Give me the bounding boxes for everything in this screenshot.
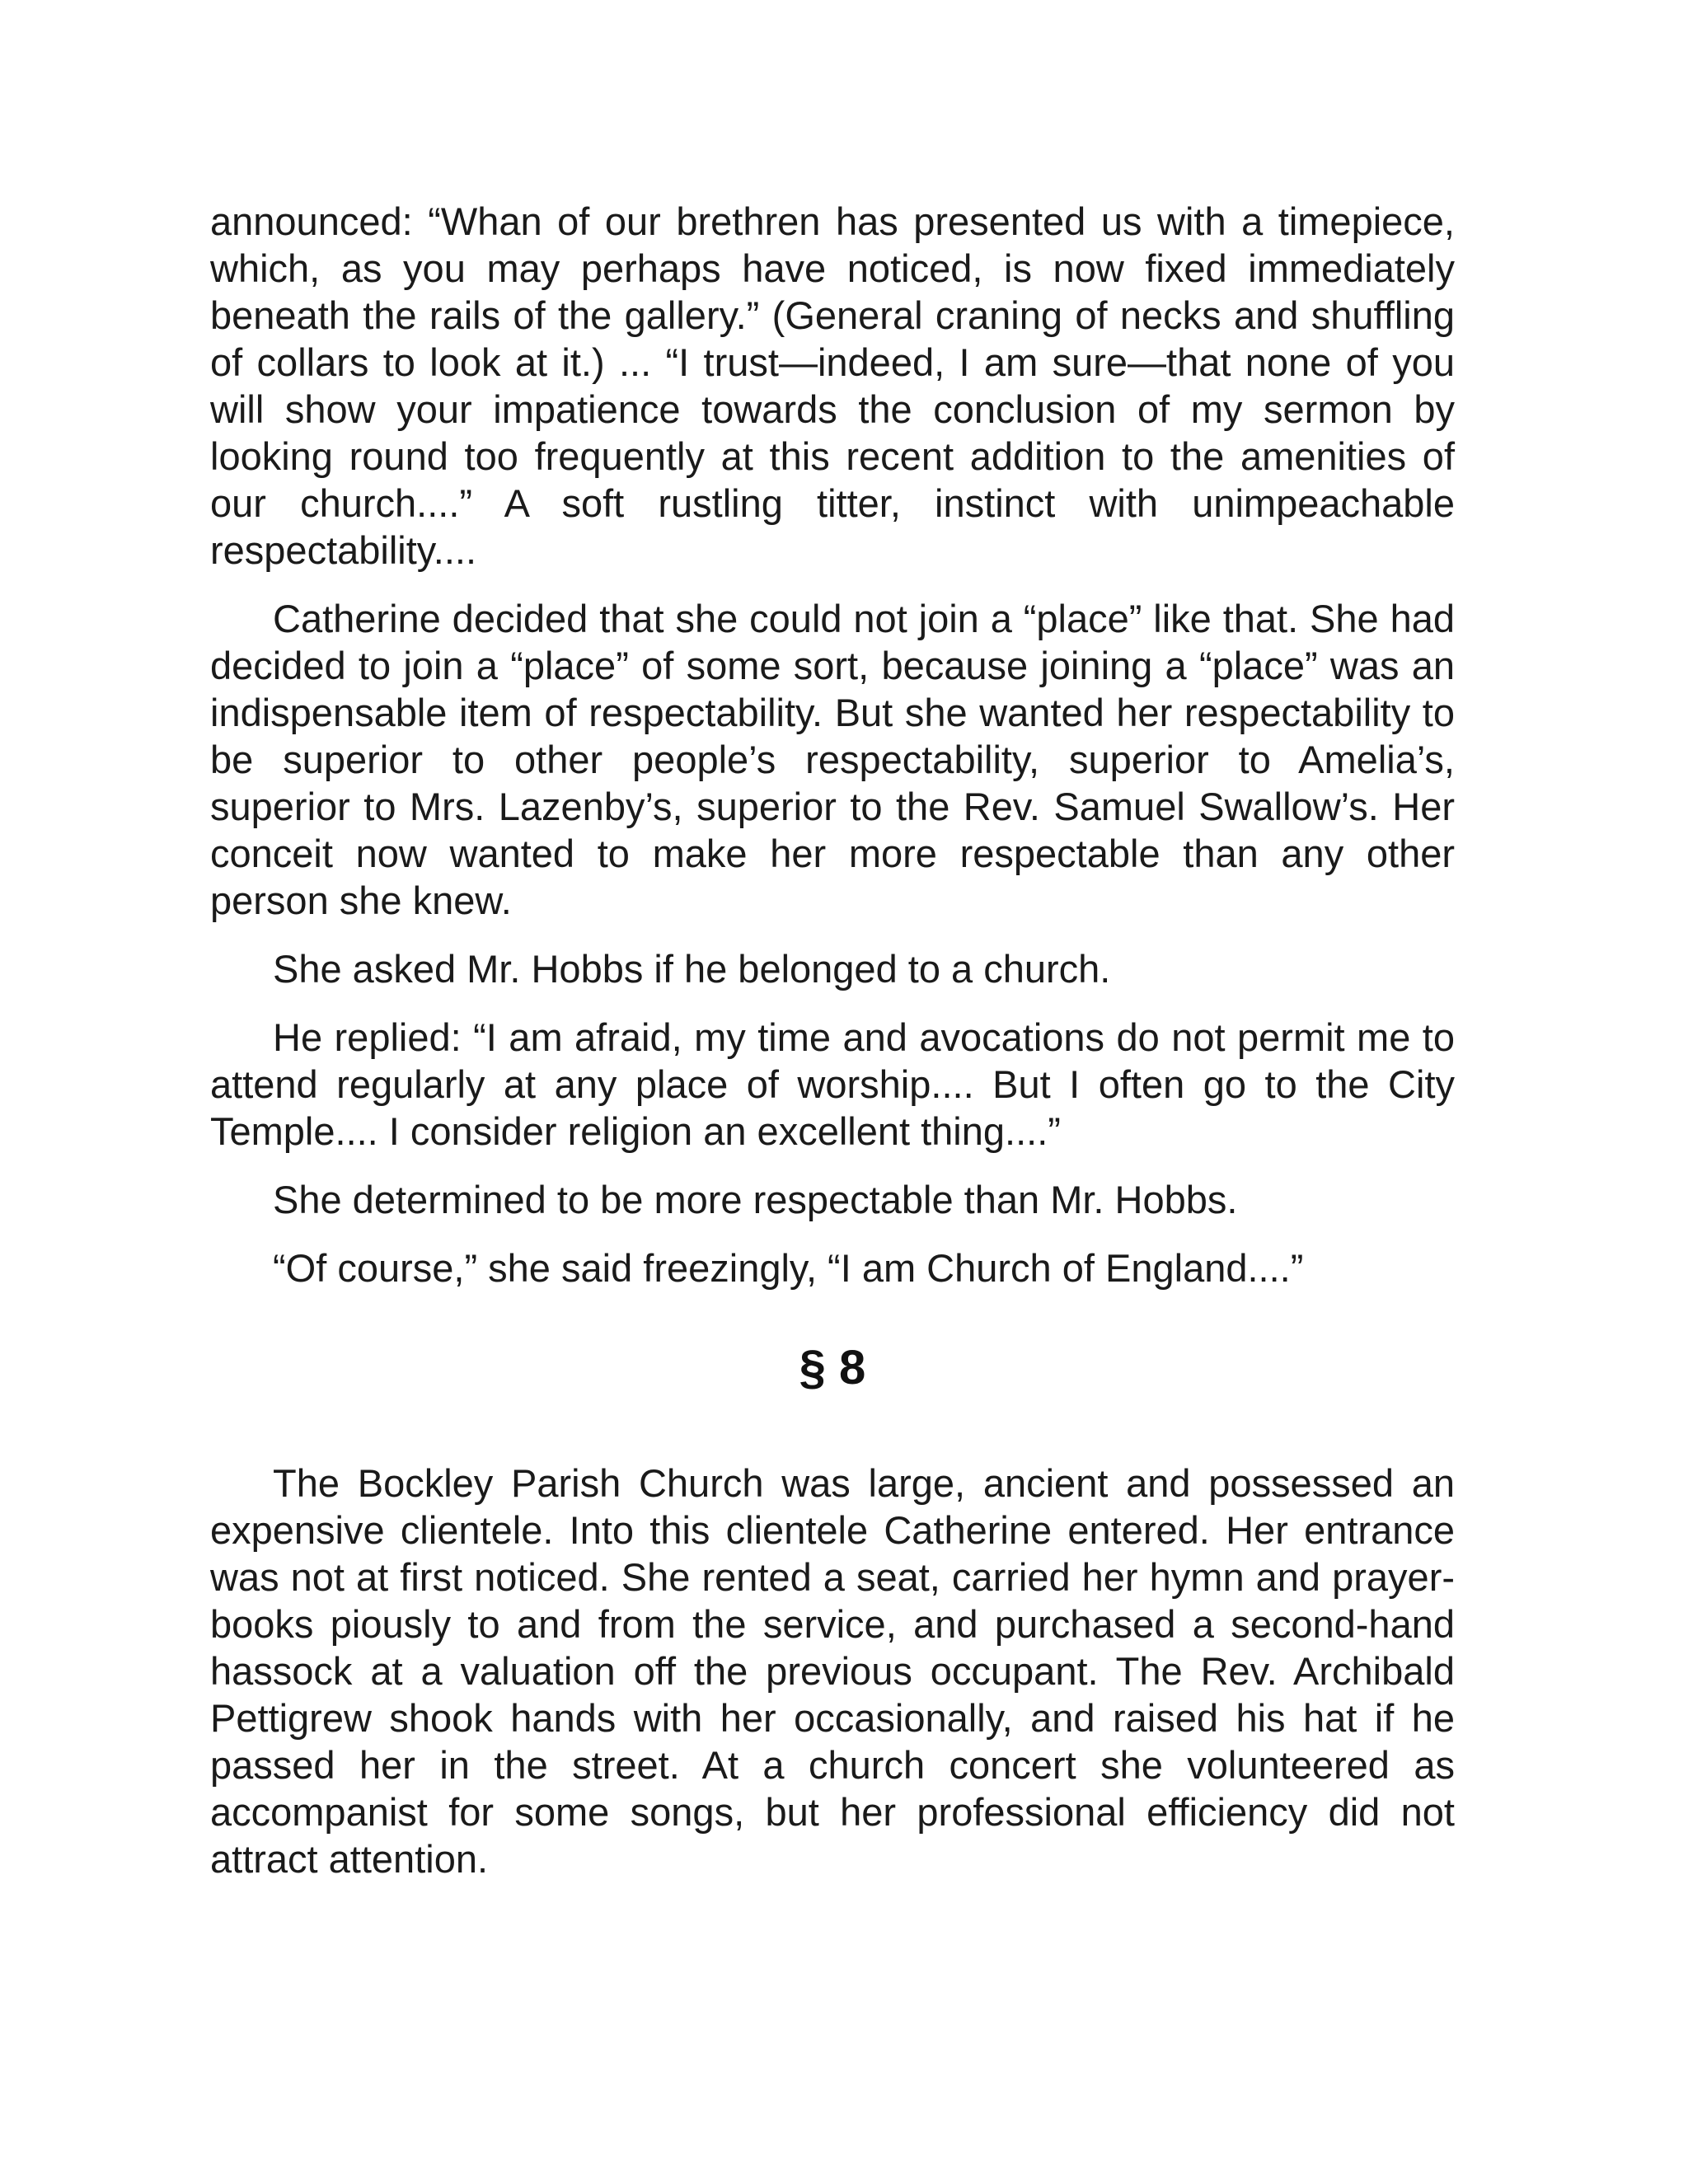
paragraph-asked-hobbs: She asked Mr. Hobbs if he belonged to a church.: [273, 947, 1111, 991]
section-heading: § 8: [799, 1341, 866, 1394]
paragraph-church-of-england: “Of course,” she said freezingly, “I am Church of England....”: [273, 1246, 1304, 1290]
paragraph-bockley-parish: The Bockley Parish Church was large, ancient and possessed an expensive clientele. Into this clientele Catherine entered. Her entrance was not at first noticed. She rented a seat, carried her hymn and prayer-books piously to and from the service, and purchased a second-hand hassock at a valuation off the previous occupant. The Rev. Archibald Pettigrew shook hands with her occasionally, and raised his hat if he passed her in the street. At a church concert she volunteered as accompanist for some songs, but her professional efficiency did not attract attention.: [210, 1461, 1455, 1881]
paragraph-determined: She determined to be more respectable than Mr. Hobbs.: [273, 1178, 1238, 1221]
paragraph-continuation: announced: “Whan of our brethren has presented us with a timepiece, which, as you may perhaps have noticed, is now fixed immediately beneath the rails of the gallery.” (General craning of necks and shuffling of collars to look at it.) ... “I trust—indeed, I am sure—that none of you will show your impatience towards the conclusion of my sermon by looking round too frequently at this recent addition to the amenities of our church....” A soft rustling titter, instinct with unimpeachable respectability....: [210, 199, 1455, 572]
paragraph-hobbs-reply: He replied: “I am afraid, my time and avocations do not permit me to attend regularly at any place of worship.... But I often go to the City Temple.... I consider religion an excellent thing....”: [210, 1015, 1455, 1153]
book-page: [210, 198, 1455, 1904]
paragraph-catherine-decision: Catherine decided that she could not join a “place” like that. She had decided to join a “place” of some sort, because joining a “place” was an indispensable item of respectability. But she wanted her respectability to be superior to other people’s respectability, superior to Amelia’s, superior to Mrs. Lazenby’s, superior to the Rev. Samuel Swallow’s. Her conceit now wanted to make her more respectable than any other person she knew.: [210, 597, 1455, 922]
